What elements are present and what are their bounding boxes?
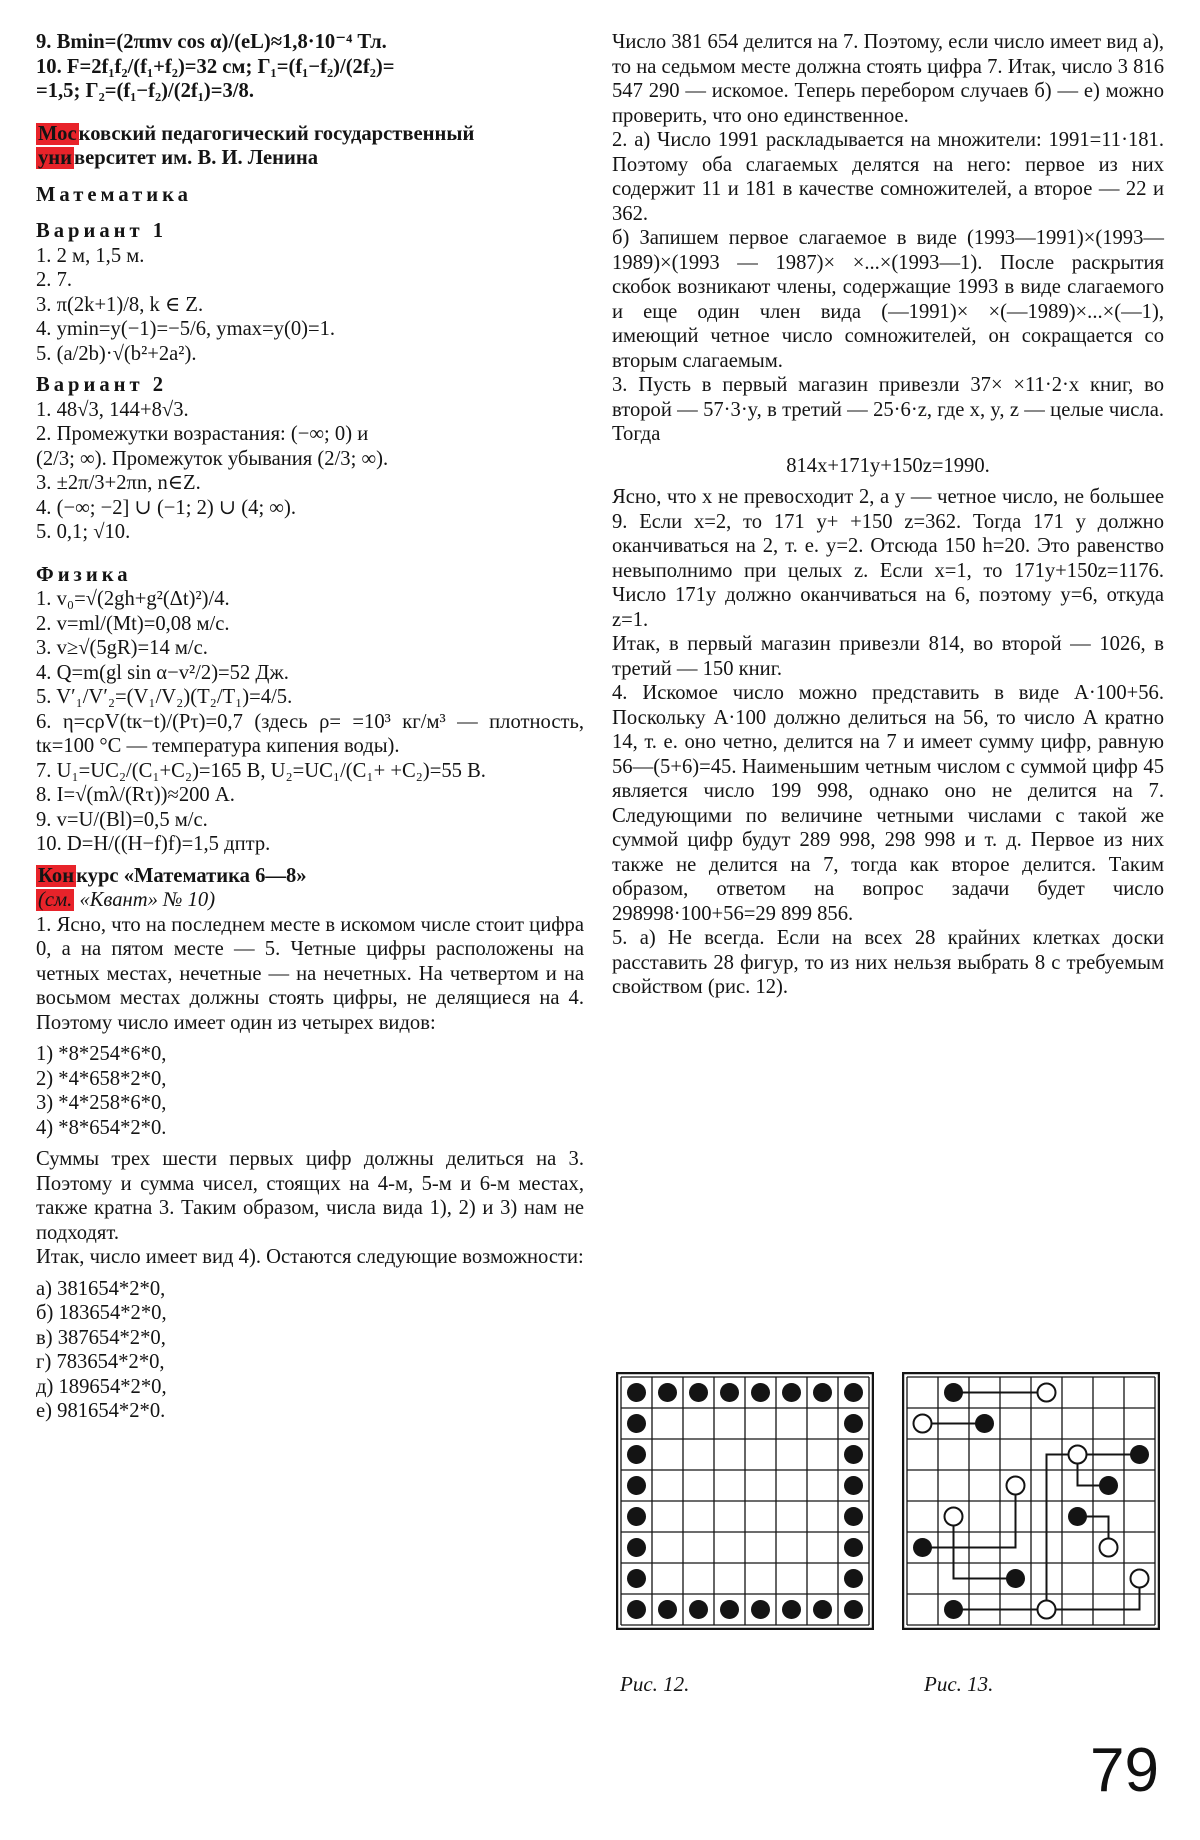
answer-line: 8. I=√(mλ/(Rτ))≈200 А.: [36, 784, 235, 806]
answer-line: 1. 48√3, 144+8√3.: [36, 398, 189, 421]
answer-line: 5. (a/2b)·√(b²+2a²).: [36, 342, 197, 365]
piece-white: [914, 1415, 932, 1433]
answer-line: 9. v=U/(Bl)=0,5 м/с.: [36, 808, 208, 831]
piece-black: [844, 1538, 863, 1557]
piece-black: [627, 1600, 646, 1619]
paragraph: 3. Пусть в первый магазин привезли 37× ×11·2·x книг, во второй — 57·3·y, в третий — 25·6·z, где x, y, z — целые числа. Тогда: [612, 374, 1164, 445]
piece-black: [627, 1445, 646, 1464]
left-column: [36, 30, 584, 1424]
piece-black: [944, 1383, 963, 1402]
piece-black: [1068, 1507, 1087, 1526]
piece-black: [627, 1507, 646, 1526]
answer-line: 5. V′₁/V′₂=(V₁/V₂)(T₂/T₁)=4/5.: [36, 686, 293, 708]
piece-black: [975, 1414, 994, 1433]
piece-black: [689, 1600, 708, 1619]
answer-line: 3. ±2π/3+2πn, n∈Z.: [36, 472, 201, 494]
list-item: 4) *8*654*2*0.: [36, 1116, 167, 1139]
paragraph: Итак, число имеет вид 4). Остаются следующие возможности:: [36, 1246, 584, 1268]
piece-black: [844, 1600, 863, 1619]
contest-reference: (см. «Квант» № 10): [38, 889, 216, 911]
red-marker: (см.: [38, 889, 73, 911]
piece-white: [1100, 1539, 1118, 1557]
answer-line: 10. F=2f₁f₂/(f₁+f₂)=32 см; Γ₁=(f₁−f₂)/(2f₂)=: [36, 55, 395, 78]
piece-black: [627, 1538, 646, 1557]
list-item: а) 381654*2*0,: [36, 1277, 166, 1300]
variant-heading: Вариант 1: [36, 220, 168, 242]
red-marker: уни: [38, 147, 73, 169]
red-marker: Кон: [38, 864, 75, 887]
paragraph: 5. а) Не всегда. Если на всех 28 крайних клетках доски расставить 28 фигур, то из них нельзя выбрать 8 с требуемым свойством (рис. 12).: [612, 927, 1164, 998]
paragraph: Ясно, что x не превосходит 2, а y — четное число, не большее 9. Если x=2, то 171 y+ +150 z=362. Тогда 171 y должно оканчиваться на 2, т. е. y=2. Отсюда 150 h=20. Это равенство невыполнимо при целых z. Если x=1, то 171y+150z=1176. Число 171y должно оканчиваться на 6, поэтому y=6, откуда z=1.: [612, 486, 1164, 631]
piece-black: [627, 1569, 646, 1588]
paragraph: Число 381 654 делится на 7. Поэтому, если число имеет вид а), то на седьмом месте должна стоять цифра 7. Итак, число 3 816 547 290 — искомое. Теперь перебором случаев б) — е) можно проверить, что оно единственное.: [612, 31, 1164, 127]
piece-black: [782, 1600, 801, 1619]
piece-black: [844, 1476, 863, 1495]
piece-black: [782, 1383, 801, 1402]
answer-line: 3. π(2k+1)/8, k ∈ Z.: [36, 293, 204, 316]
figure-13-grid: [903, 1373, 1159, 1629]
piece-white: [945, 1508, 963, 1526]
subject-heading-math: Математика: [36, 183, 192, 206]
piece-black: [689, 1383, 708, 1402]
piece-black: [658, 1383, 677, 1402]
answer-line: 4. (−∞; −2] ∪ (−1; 2) ∪ (4; ∞).: [36, 496, 296, 519]
answer-line: 9. Bmin=(2πmv cos α)/(eL)≈1,8·10⁻⁴ Тл.: [36, 31, 387, 53]
piece-black: [627, 1414, 646, 1433]
paragraph: Итак, в первый магазин привезли 814, во второй — 1026, в третий — 150 книг.: [612, 633, 1164, 680]
answer-line: 3. v≥√(5gR)=14 м/с.: [36, 637, 208, 659]
answer-line: (2/3; ∞). Промежуток убывания (2/3; ∞).: [36, 447, 389, 470]
section-heading-university: Московский педагогический государственный: [38, 122, 475, 145]
variant-heading: Вариант 2: [36, 374, 168, 396]
figure-13-board: [902, 1372, 1160, 1630]
piece-black: [844, 1383, 863, 1402]
answer-line: 4. ymin=y(−1)=−5/6, ymax=y(0)=1.: [36, 318, 336, 340]
list-item: в) 387654*2*0,: [36, 1326, 166, 1349]
answer-line: 4. Q=m(gl sin α−v²/2)=52 Дж.: [36, 661, 289, 684]
figure-12-board: [616, 1372, 874, 1630]
answer-line: 2. 7.: [36, 269, 73, 291]
section-heading-contest: Конкурс «Математика 6—8»: [38, 864, 307, 887]
figures-area: [612, 1372, 1164, 1452]
piece-black: [1006, 1569, 1025, 1588]
piece-black: [1130, 1445, 1149, 1464]
answer-line: 1. 2 м, 1,5 м.: [36, 244, 145, 267]
list-item: е) 981654*2*0.: [36, 1400, 166, 1422]
answer-line: 2. Промежутки возрастания: (−∞; 0) и: [36, 423, 369, 445]
answer-line: 1. v₀=√(2gh+g²(Δt)²)/4.: [36, 588, 230, 610]
answer-line: 5. 0,1; √10.: [36, 521, 131, 543]
equation: 814x+171y+150z=1990.: [786, 454, 990, 477]
paragraph: Суммы трех шести первых цифр должны делиться на 3. Поэтому и сумма чисел, стоящих на 4-м, 5-м и 6-м местах, также кратна 3. Таким образом, числа вида 1), 2) и 3) нам не подходят.: [36, 1148, 584, 1244]
right-column: [612, 30, 1164, 1000]
list-item: 2) *4*658*2*0,: [36, 1067, 167, 1090]
answer-line: 10. D=H/((H−f)f)=1,5 дптр.: [36, 833, 271, 855]
list-item: д) 189654*2*0,: [36, 1375, 167, 1398]
list-item: 1) *8*254*6*0,: [36, 1043, 167, 1065]
piece-black: [844, 1507, 863, 1526]
piece-white: [1069, 1446, 1087, 1464]
piece-black: [913, 1538, 932, 1557]
figure-12-grid: [617, 1373, 873, 1629]
page-number: 79: [1090, 1736, 1159, 1805]
piece-white: [1131, 1570, 1149, 1588]
piece-black: [813, 1383, 832, 1402]
figure-12-caption: Рис. 12.: [620, 1672, 690, 1696]
answer-line: 2. v=ml/(Mt)=0,08 м/с.: [36, 612, 230, 635]
piece-white: [1038, 1601, 1056, 1619]
piece-black: [844, 1445, 863, 1464]
answer-line: =1,5; Γ₂=(f₁−f₂)/(2f₁)=3/8.: [36, 80, 254, 102]
piece-black: [844, 1569, 863, 1588]
piece-black: [658, 1600, 677, 1619]
answer-line: 6. η=cρV(tк−t)/(Pτ)=0,7 (здесь ρ= =10³ кг/м³ — плотность, tк=100 °С — температура кипения воды).: [36, 710, 584, 757]
paragraph: 1. Ясно, что на последнем месте в искомом числе стоит цифра 0, а на пятом месте — 5. Четные цифры расположены на четных местах, нечетные — на нечетных. На четвертом и на восьмом местах должны стоять цифры, не делящиеся на 4. Поэтому число имеет один из четырех видов:: [36, 913, 584, 1034]
paragraph: 2. а) Число 1991 раскладывается на множители: 1991=11·181. Поэтому оба слагаемых делятся на него: первое из них содержит 11 и 181 в качестве сомножителей, а второе — 22 и 362.: [612, 129, 1164, 225]
list-item: б) 183654*2*0,: [36, 1302, 167, 1324]
list-item: г) 783654*2*0,: [36, 1351, 165, 1373]
piece-black: [1099, 1476, 1118, 1495]
paragraph: б) Запишем первое слагаемое в виде (1993—1991)×(1993—1989)×(1993 — 1987)× ×...×(1993—1). После раскрытия скобок возникают члены, содержащие 1993 в виде слагаемого и еще один член вида (—1991)× ×(—1989)×...×(—1), имеющий четное число сомножителей, он сокращается со вторым слагаемым.: [612, 227, 1164, 372]
piece-black: [751, 1383, 770, 1402]
piece-white: [1007, 1477, 1025, 1495]
piece-black: [720, 1600, 739, 1619]
piece-white: [1038, 1384, 1056, 1402]
section-heading-university-2: университет им. В. И. Ленина: [38, 147, 319, 169]
list-item: 3) *4*258*6*0,: [36, 1092, 167, 1114]
red-marker: Мос: [38, 122, 77, 145]
paragraph: 4. Искомое число можно представить в виде A·100+56. Поскольку A·100 должно делиться на 56, то число A кратно 14, т. е. оно четно, делится на 7 и имеет сумму цифр, равную 56—(5+6)=45. Наименьшим четным числом с суммой цифр 45 является число 199 998, однако оно не делится на 7. Следующими по величине четными числами с такой же суммой цифр будут 289 998, 298 998 и т. д. Первое из них также не делится на 7, тогда как второе делится. Таким образом, ответом на вопрос задачи будет число 298998·100+56=29 899 856.: [612, 682, 1164, 925]
piece-black: [627, 1476, 646, 1495]
figure-13-caption: Рис. 13.: [924, 1672, 994, 1696]
piece-black: [627, 1383, 646, 1402]
piece-black: [751, 1600, 770, 1619]
subject-heading-physics: Физика: [36, 563, 132, 586]
piece-black: [720, 1383, 739, 1402]
piece-black: [813, 1600, 832, 1619]
piece-black: [844, 1414, 863, 1433]
piece-black: [944, 1600, 963, 1619]
answer-line: 7. U₁=UC₂/(C₁+C₂)=165 В, U₂=UC₁/(C₁+ +C₂)=55 В.: [36, 759, 486, 782]
